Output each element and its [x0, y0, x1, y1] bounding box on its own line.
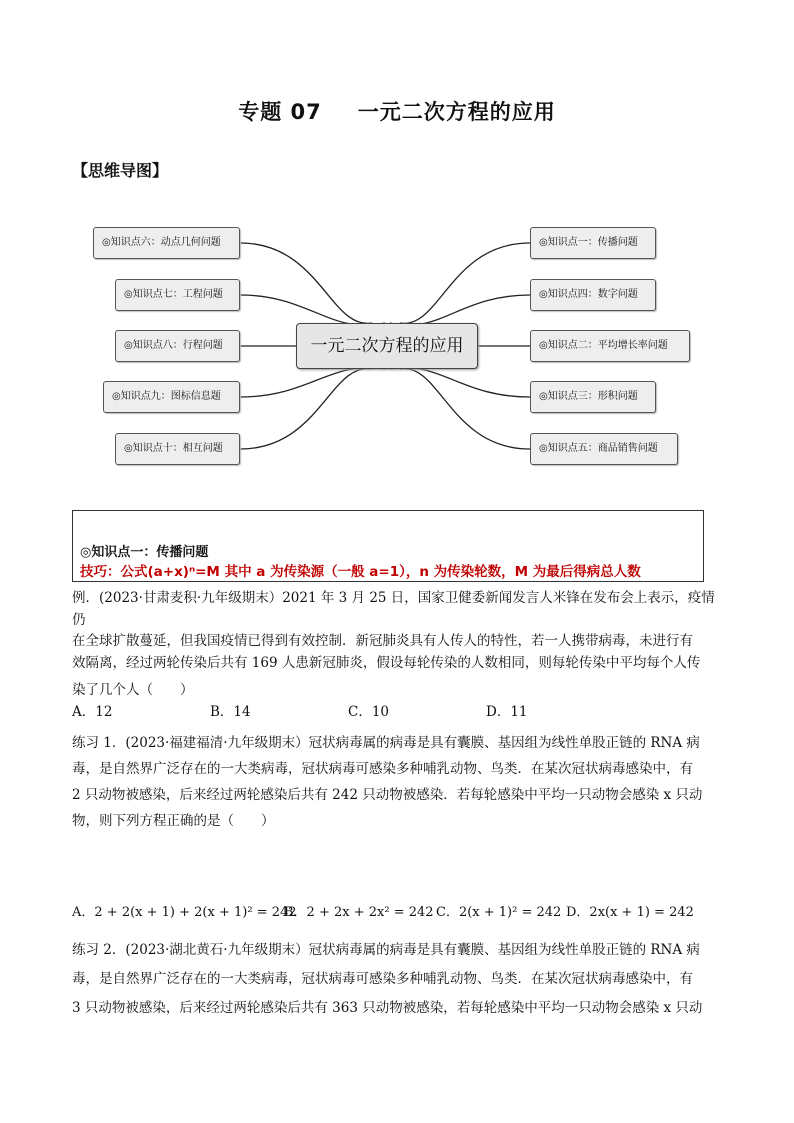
- mindmap-node-left-4: ◎知识点九：图标信息题: [103, 381, 240, 413]
- exercise2-text: [72, 936, 722, 1023]
- exercise2-line: 3 只动物被感染，后来经过两轮感染后共有 363 只动物被感染，若每轮感染中平均一只动物会感染 x 只动: [72, 1000, 703, 1016]
- title-prefix: 专题 07: [238, 100, 322, 124]
- exercise1-line: 物，则下列方程正确的是（ ）: [72, 813, 275, 829]
- example-option-a: A．12: [72, 704, 113, 720]
- connector-right-5: [400, 369, 530, 449]
- mindmap-node-right-2: ◎知识点四：数字问题: [530, 279, 656, 311]
- knowledge-title: ◎知识点一：传播问题: [80, 545, 209, 560]
- mindmap-section-label: 【思维导图】: [72, 161, 169, 180]
- exercise2-line: 练习 2．(2023·湖北黄石·九年级期末）冠状病毒属的病毒是具有囊膜、基因组为线性单股正链的 RNA 病: [72, 942, 700, 958]
- mindmap-center-node: 一元二次方程的应用: [296, 323, 478, 369]
- exercise1-line: 2 只动物被感染，后来经过两轮感染后共有 242 只动物被感染．若每轮感染中平均一只动物会感染 x 只动: [72, 787, 703, 803]
- mindmap-node-right-3: ◎知识点二：平均增长率问题: [530, 330, 690, 362]
- exercise2-line: 毒，是自然界广泛存在的一大类病毒，冠状病毒可感染多种哺乳动物、鸟类．在某次冠状病毒感染中，有: [72, 971, 693, 987]
- exercise1-option-a: A．2 + 2(x + 1) + 2(x + 1)² = 242: [72, 905, 297, 920]
- exercise1-line: 毒，是自然界广泛存在的一大类病毒，冠状病毒可感染多种哺乳动物、鸟类．在某次冠状病毒感染中，有: [72, 761, 693, 777]
- example-options: [72, 700, 528, 720]
- connector-right-4: [390, 368, 530, 397]
- title-main: 一元二次方程的应用: [357, 100, 556, 124]
- connector-left-4: [240, 368, 385, 397]
- example-line: 效隔离，经过两轮传染后共有 169 人患新冠肺炎，假设每轮传染的人数相同，则每轮传染中平均每个人传: [72, 654, 701, 671]
- mindmap-node-right-5: ◎知识点五：商品销售问题: [530, 433, 678, 465]
- mindmap-node-left-2: ◎知识点七：工程问题: [115, 279, 240, 311]
- mindmap-node-right-4: ◎知识点三：形积问题: [530, 381, 656, 413]
- connector-left-2: [240, 295, 385, 325]
- exercise1-text: [72, 730, 722, 834]
- mindmap-node-left-5: ◎知识点十：相互问题: [115, 433, 240, 465]
- example-option-c: C．10: [348, 704, 390, 720]
- exercise1-option-c: C．2(x + 1)² = 242: [436, 905, 562, 920]
- example-line: 在全球扩散蔓延，但我国疫情已得到有效控制．新冠肺炎具有人传人的特性，若一人携带病毒，未进行有: [72, 633, 693, 649]
- example-line: 例．(2023·甘肃麦积·九年级期末）2021 年 3 月 25 日，国家卫健委新闻发言人米锋在发布会上表示，疫情仍: [72, 590, 715, 628]
- mindmap-node-right-1: ◎知识点一：传播问题: [530, 227, 656, 259]
- example-option-d: D．11: [486, 704, 528, 720]
- connector-left-1: [240, 243, 372, 323]
- exercise1-option-b: B．2 + 2x + 2x² = 242: [284, 905, 434, 920]
- connector-right-2: [390, 295, 530, 325]
- exercise1-line: 练习 1．(2023·福建福清·九年级期末）冠状病毒属的病毒是具有囊膜、基因组为线性单股正链的 RNA 病: [72, 735, 700, 751]
- mindmap-node-left-1: ◎知识点六：动点几何问题: [93, 227, 240, 259]
- connector-right-1: [400, 243, 530, 323]
- exercise1-option-d: D．2x(x + 1) = 242: [566, 905, 694, 920]
- mindmap-node-left-3: ◎知识点八：行程问题: [115, 330, 240, 362]
- exercise1-options: [72, 901, 694, 920]
- example-option-b: B．14: [210, 704, 251, 720]
- knowledge-tip: 技巧：公式(a+x)ⁿ=M 其中 a 为传染源（一般 a=1），n 为传染轮数，M 为最后得病总人数: [80, 564, 641, 580]
- example-line: 染了几个人（ ）: [72, 682, 194, 698]
- example-text: [72, 588, 722, 702]
- connector-left-5: [240, 369, 372, 449]
